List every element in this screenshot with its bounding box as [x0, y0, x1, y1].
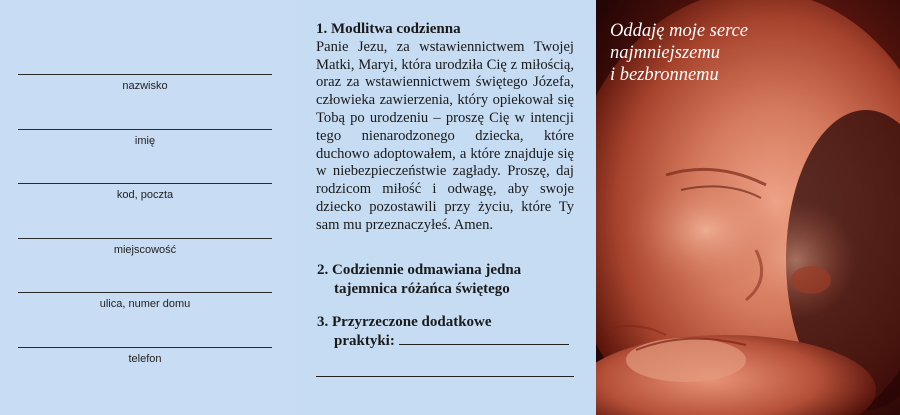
first-name-label: imię	[134, 135, 156, 147]
additional-practices-section	[317, 313, 577, 351]
practices-heading-line2: praktyki:	[334, 333, 395, 349]
unborn-child-photo	[596, 0, 900, 415]
practices-heading-line2-row	[317, 332, 577, 351]
practices-extra-blank[interactable]	[316, 376, 574, 377]
surname-field[interactable]	[18, 74, 272, 92]
daily-prayer-text: Panie Jezu, za wstawiennictwem Twojej Matki, Maryi, która urodziła Cię z miłością, oraz za wstawiennictwem świętego Józefa, człowieka zawierzenia, który opiekował się Tobą po urodzeniu – proszę Cię w intencji tego nienarodzonego dziecka, które duchowo adoptowałem, a które znajduje się w niebezpieczeństwie zagłady. Proszę, daj rodzicom miłość i odwagę, aby swoje dziecko pozostawili przy życiu, które Ty sam mu przeznaczyłeś. Amen.	[316, 38, 574, 233]
daily-prayer-section	[316, 21, 574, 235]
first-name-line	[18, 129, 272, 130]
daily-prayer-heading: 1. Modlitwa codzienna	[316, 21, 461, 37]
postal-code-label: kod, poczta	[116, 189, 174, 201]
rosary-heading-line1: 2. Codziennie odmawiana jedna	[317, 262, 522, 278]
practices-heading-line1: 3. Przyrzeczone dodatkowe	[317, 314, 492, 330]
city-line	[18, 238, 272, 239]
practices-inline-blank[interactable]	[399, 332, 569, 345]
rosary-heading-line2: tajemnica różańca świętego	[334, 281, 510, 297]
phone-line	[18, 347, 272, 348]
postal-code-line	[18, 183, 272, 184]
surname-line	[18, 74, 272, 75]
photo-caption	[610, 20, 890, 86]
phone-label: telefon	[128, 353, 162, 365]
street-field[interactable]	[18, 292, 272, 310]
postal-code-field[interactable]	[18, 183, 272, 201]
street-line	[18, 292, 272, 293]
rosary-section	[317, 261, 577, 299]
first-name-field[interactable]	[18, 129, 272, 147]
photo-caption-line3: i bezbronnemu	[610, 65, 719, 85]
city-label: miejscowość	[113, 244, 177, 256]
commitments-panel	[298, 0, 596, 415]
phone-field[interactable]	[18, 347, 272, 365]
street-label: ulica, numer domu	[99, 298, 191, 310]
surname-label: nazwisko	[122, 80, 168, 92]
photo-caption-line1: Oddaję moje serce	[610, 21, 749, 41]
photo-caption-line2: najmniejszemu	[610, 43, 720, 63]
city-field[interactable]	[18, 238, 272, 256]
personal-data-form	[0, 0, 298, 415]
